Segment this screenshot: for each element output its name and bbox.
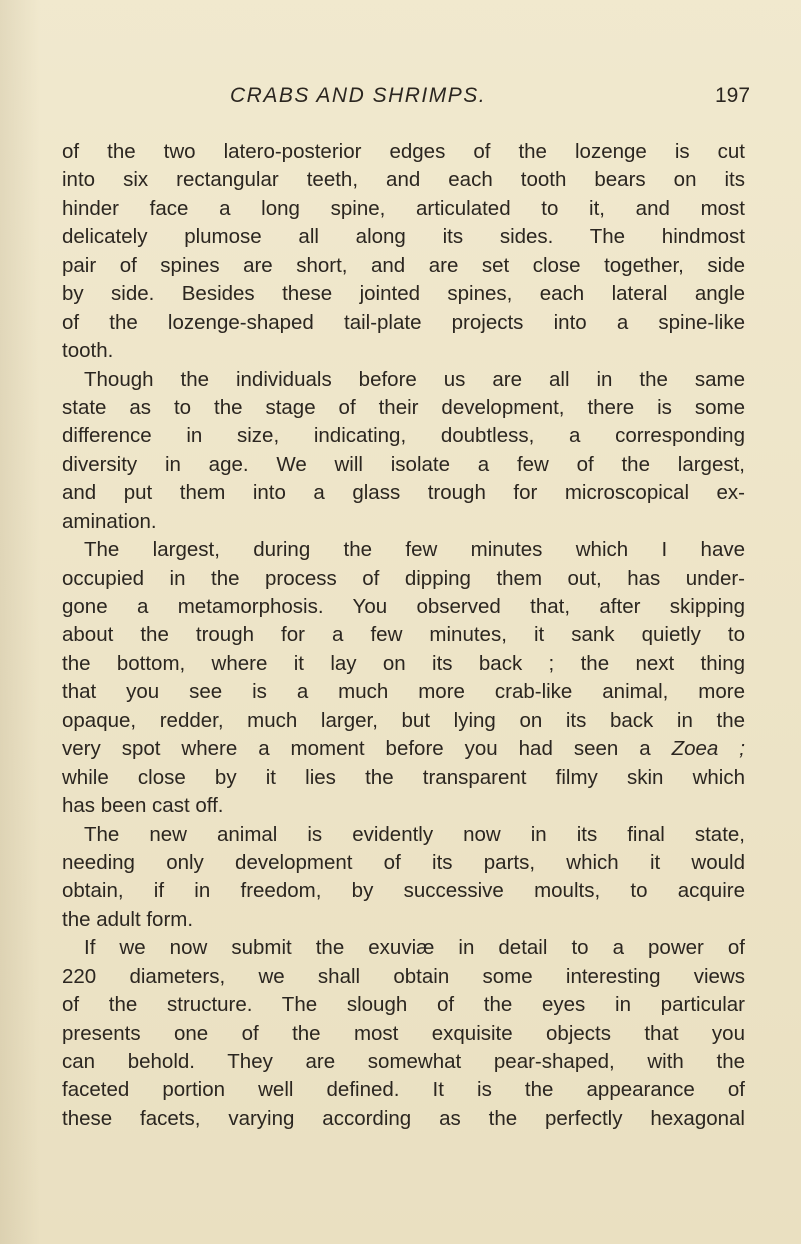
text-line bbox=[62, 735, 745, 763]
text-line: faceted portion well defined. It is the appearance of bbox=[62, 1078, 745, 1102]
text-line: delicately plumose all along its sides. The hindmost bbox=[62, 225, 745, 249]
text-line: of the structure. The slough of the eyes in particular bbox=[62, 993, 745, 1017]
text-line: occupied in the process of dipping them out, has under- bbox=[62, 566, 745, 590]
text-line: obtain, if in freedom, by successive moults, to acquire bbox=[62, 879, 745, 903]
page-header bbox=[0, 84, 801, 114]
text-line: Though the individuals before us are all in the same bbox=[84, 367, 745, 391]
text-line: about the trough for a few minutes, it sank quietly to bbox=[62, 623, 745, 647]
text-line: presents one of the most exquisite objects that you bbox=[62, 1021, 745, 1045]
text-line: has been cast off. bbox=[62, 794, 224, 818]
text-line: these facets, varying according as the perfectly hexagonal bbox=[62, 1106, 745, 1130]
text-line: state as to the stage of their development, there is some bbox=[62, 395, 745, 419]
text-line: needing only development of its parts, which it would bbox=[62, 850, 745, 874]
text-line: pair of spines are short, and are set close together, side bbox=[62, 253, 745, 277]
text-line: If we now submit the exuviæ in detail to a power of bbox=[84, 936, 745, 960]
text-line: 220 diameters, we shall obtain some interesting views bbox=[62, 964, 745, 988]
text-line: of the lozenge-shaped tail-plate projects into a spine-like bbox=[62, 310, 745, 334]
running-title: CRABS AND SHRIMPS. bbox=[230, 84, 487, 107]
text-line: into six rectangular teeth, and each tooth bears on its bbox=[62, 168, 745, 192]
text-line: opaque, redder, much larger, but lying on its back in the bbox=[62, 708, 745, 732]
text-line: by side. Besides these jointed spines, each lateral angle bbox=[62, 282, 745, 306]
body-text bbox=[62, 138, 745, 1133]
text-line: amination. bbox=[62, 509, 157, 533]
text-line: the adult form. bbox=[62, 907, 194, 931]
text-line: diversity in age. We will isolate a few of the largest, bbox=[62, 452, 745, 476]
text-line: that you see is a much more crab-like animal, more bbox=[62, 680, 745, 704]
text-line: gone a metamorphosis. You observed that, after skipping bbox=[62, 595, 745, 618]
text-line: tooth. bbox=[62, 339, 114, 363]
text-line: The new animal is evidently now in its final state, bbox=[84, 822, 745, 846]
text-segment: very spot where a moment before you had seen a bbox=[62, 737, 672, 761]
text-line: and put them into a glass trough for microscopical ex- bbox=[62, 481, 745, 505]
text-line: can behold. They are somewhat pear-shaped, with the bbox=[62, 1050, 745, 1073]
text-line: of the two latero-posterior edges of the lozenge is cut bbox=[62, 140, 745, 163]
page-number: 197 bbox=[715, 84, 751, 107]
italic-term-zoea: Zoea ; bbox=[671, 737, 745, 761]
text-line: while close by it lies the transparent filmy skin which bbox=[62, 765, 745, 789]
text-line: the bottom, where it lay on its back ; the next thing bbox=[62, 651, 745, 675]
text-line: hinder face a long spine, articulated to it, and most bbox=[62, 196, 745, 220]
text-line: The largest, during the few minutes which I have bbox=[84, 538, 745, 562]
text-line: difference in size, indicating, doubtless, a corresponding bbox=[62, 424, 745, 448]
